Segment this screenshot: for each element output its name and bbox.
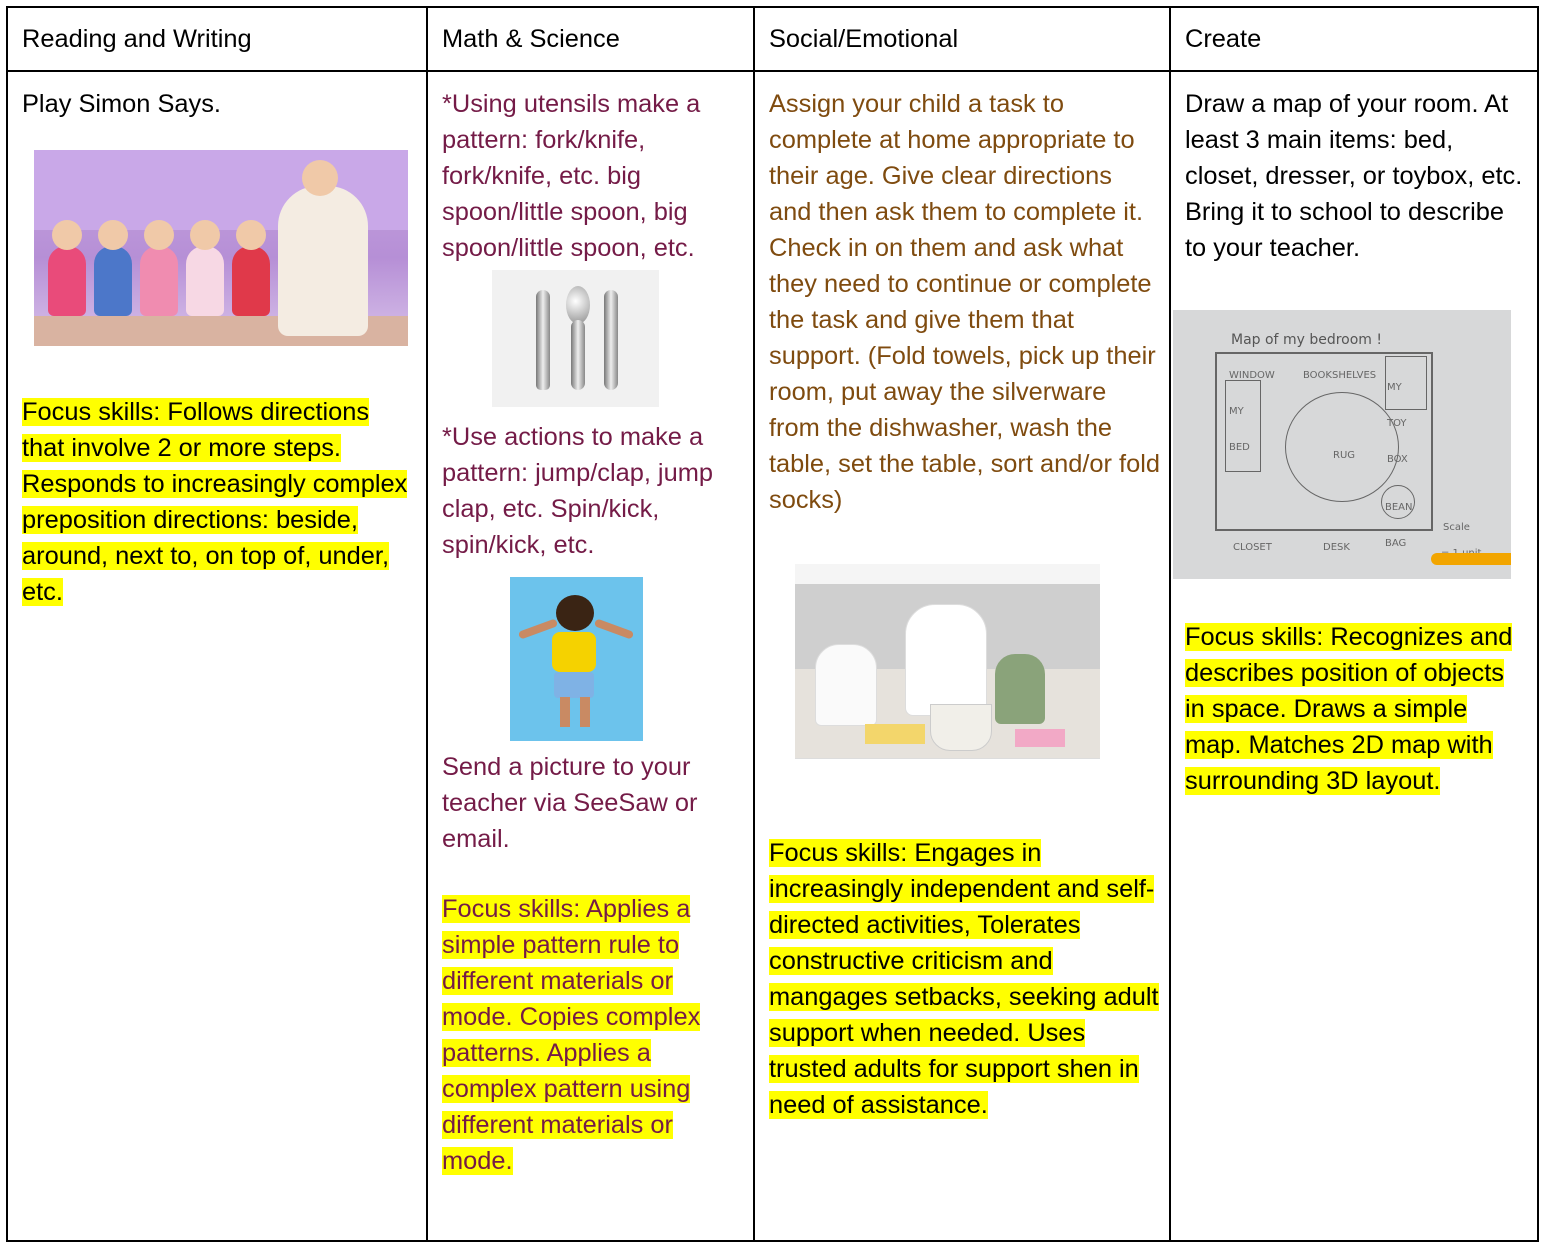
map-label-window: WINDOW xyxy=(1229,370,1275,381)
map-label-scale: Scale xyxy=(1443,522,1470,533)
folding-laundry-photo xyxy=(795,564,1100,789)
create-activity-text: Draw a map of your room. At least 3 main items: bed, closet, dresser, or toybox, etc. Bring it to school to describe to your teacher. xyxy=(1185,90,1523,262)
weekly-activities-table xyxy=(6,6,1539,1242)
bedroom-map-drawing xyxy=(1173,310,1511,579)
map-label-toy-box: MY TOY BOX xyxy=(1387,382,1408,465)
math-focus-skills: Focus skills: Applies a simple pattern rule to different materials or mode. Copies complex patterns. Applies a complex pattern using different materials or mode. xyxy=(442,895,701,1175)
header-create: Create xyxy=(1170,7,1538,71)
map-label-bean-bag: BEAN BAG xyxy=(1385,502,1413,549)
simon-says-photo xyxy=(34,150,408,346)
map-label-bed: MY BED xyxy=(1229,406,1250,453)
math-activity-actions: *Use actions to make a pattern: jump/clap, jump clap, etc. Spin/kick, spin/kick, etc. xyxy=(442,423,713,559)
map-label-closet: CLOSET xyxy=(1233,542,1272,553)
math-science-cell xyxy=(427,71,754,1241)
map-title: Map of my bedroom ! xyxy=(1231,332,1382,348)
math-activity-utensils: *Using utensils make a pattern: fork/knife, fork/knife, etc. big spoon/little spoon, big spoon/little spoon, etc. xyxy=(442,90,701,262)
utensils-image xyxy=(492,270,659,407)
activities-row xyxy=(7,71,1538,1241)
reading-writing-cell xyxy=(7,71,427,1241)
create-focus-skills: Focus skills: Recognizes and describes position of objects in space. Draws a simple map. Matches 2D map with surrounding 3D layout. xyxy=(1185,623,1513,795)
header-row xyxy=(7,7,1538,71)
jumping-child-photo xyxy=(510,577,643,741)
reading-focus-skills: Focus skills: Follows directions that involve 2 or more steps. Responds to increasingly complex preposition directions: beside, around, next to, on top of, under, etc. xyxy=(22,398,408,606)
map-label-rug: RUG xyxy=(1333,450,1356,461)
map-label-bookshelves: BOOKSHELVES xyxy=(1303,370,1377,381)
map-label-desk: DESK xyxy=(1323,542,1350,553)
header-math-science: Math & Science xyxy=(427,7,754,71)
social-focus-skills: Focus skills: Engages in increasingly independent and self-directed activities, Tolerates constructive criticism and mangages setbacks, seeking adult support when needed. Uses trusted adults for support shen in need of assistance. xyxy=(769,839,1159,1119)
social-activity-text: Assign your child a task to complete at home appropriate to their age. Give clear directions and then ask them to complete it. Check in on them and ask what they need to continue or complete the task and give them that support. (Fold towels, pick up their room, put away the silverware from the dishwasher, wash the table, set the table, sort and/or fold socks) xyxy=(769,90,1160,514)
header-social-emotional: Social/Emotional xyxy=(754,7,1170,71)
math-send-picture: Send a picture to your teacher via SeeSaw or email. xyxy=(442,753,698,853)
create-cell xyxy=(1170,71,1538,1241)
social-emotional-cell xyxy=(754,71,1170,1241)
header-reading-writing: Reading and Writing xyxy=(7,7,427,71)
reading-activity-text: Play Simon Says. xyxy=(22,90,221,118)
